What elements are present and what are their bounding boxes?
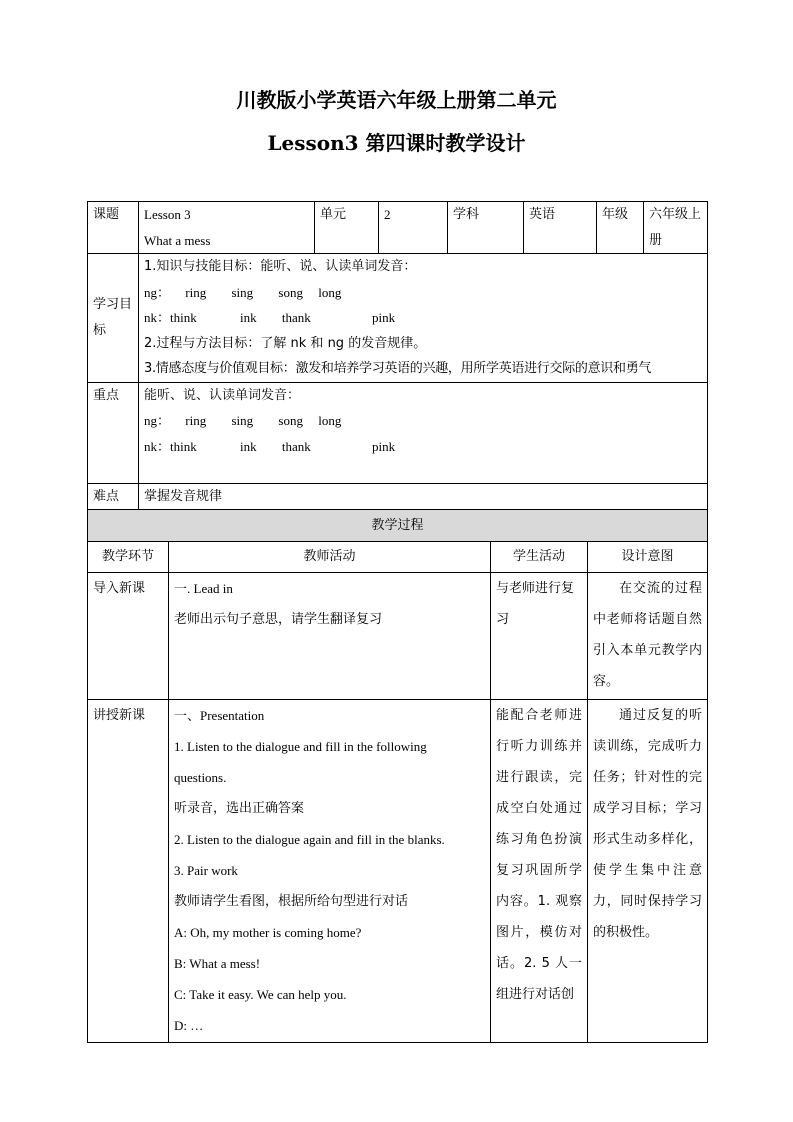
key-ng-word: song	[278, 413, 303, 428]
new-teacher-line: C: Take it easy. We can help you.	[174, 987, 347, 1002]
new-teacher	[169, 700, 491, 1043]
document-subtitle: Lesson3 第四课时教学设计	[267, 131, 526, 155]
goals-nk-word: thank	[281, 310, 311, 325]
unit-label: 单元	[315, 202, 379, 254]
goals-ng-word: sing	[231, 284, 254, 300]
goals-nk-word: think	[170, 310, 197, 325]
goals-line4: 2.过程与方法目标：了解 nk 和 ng 的发音规律。	[144, 335, 427, 351]
goals-ng-prefix: ng：	[144, 284, 171, 300]
new-teacher-line: A: Oh, my mother is coming home?	[174, 925, 362, 940]
goals-line1: 1.知识与技能目标：能听、说、认读单词发音：	[144, 259, 417, 274]
key-nk-word: pink	[372, 438, 396, 454]
goals-nk-line	[144, 305, 702, 331]
intro-teacher	[169, 573, 491, 700]
intro-student: 与老师进行复习	[491, 573, 588, 700]
key-line1: 能听、说、认读单词发音：	[144, 387, 301, 403]
new-teacher-line: 3. Pair work	[174, 863, 238, 878]
intro-intent: 在交流的过程中老师将话题自然引入本单元教学内容。	[588, 573, 708, 700]
new-student: 能配合老师进行听力训练并进行跟读，完成空白处通过练习角色扮演复习巩固所学内容。1. 观察图片，模仿对话。2. 5 人一组进行对话创	[491, 700, 588, 1043]
key-ng-prefix: ng：	[144, 413, 171, 428]
intro-stage: 导入新课	[88, 573, 169, 700]
col-intent-header: 设计意图	[588, 542, 708, 573]
goals-nk-word: pink	[372, 310, 396, 325]
document-title: 川教版小学英语六年级上册第二单元	[236, 88, 557, 112]
goals-ng-word: ring	[185, 284, 207, 300]
key-ng-word: ring	[185, 413, 207, 428]
key-ng-word: long	[318, 413, 342, 428]
process-table	[87, 509, 708, 1043]
goals-ng-word: long	[318, 284, 342, 300]
subject-value: 英语	[524, 202, 597, 254]
goals-line5: 3.情感态度与价值观目标：激发和培养学习英语的兴趣，用所学英语进行交际的意识和勇气	[144, 361, 652, 376]
goals-ng-word: song	[278, 284, 303, 300]
intro-teacher-line2: 老师出示句子意思，请学生翻译复习	[174, 612, 383, 627]
difficulty-value: 掌握发音规律	[139, 483, 708, 510]
new-stage: 讲授新课	[88, 700, 169, 1043]
new-teacher-line: questions.	[174, 770, 227, 785]
key-label: 重点	[88, 382, 139, 483]
key-nk-line	[144, 434, 702, 460]
key-nk-word: thank	[281, 438, 311, 454]
key-nk-word: ink	[240, 438, 257, 454]
topic-line2: What a mess	[144, 232, 211, 248]
process-heading: 教学过程	[88, 510, 708, 542]
new-teacher-line: B: What a mess!	[174, 956, 261, 971]
goals-ng-line	[144, 280, 702, 306]
intro-teacher-line1: 一. Lead in	[174, 581, 233, 596]
new-teacher-line: 1. Listen to the dialogue and fill in the following	[174, 739, 427, 754]
unit-value: 2	[379, 202, 448, 254]
info-table	[87, 201, 708, 511]
key-nk-prefix: nk：	[144, 438, 171, 454]
key-nk-word: think	[170, 438, 197, 454]
topic-value	[139, 202, 315, 254]
grade-label: 年级	[597, 202, 644, 254]
topic-label: 课题	[88, 202, 139, 254]
new-intent: 通过反复的听读训练，完成听力任务；针对性的完成学习目标；学习形式生动多样化，使学生集中注意力，同时保持学习的积极性。	[588, 700, 708, 1043]
new-teacher-line: 教师请学生看图，根据所给句型进行对话	[174, 894, 409, 909]
new-teacher-line: 2. Listen to the dialogue again and fill in the blanks.	[174, 832, 445, 847]
difficulty-label: 难点	[88, 483, 139, 510]
col-stage-header: 教学环节	[88, 542, 169, 573]
goals-nk-prefix: nk：	[144, 310, 171, 325]
goals-label: 学习目标	[88, 254, 139, 383]
col-teacher-header: 教师活动	[169, 542, 491, 573]
key-ng-word: sing	[231, 413, 254, 428]
new-teacher-line: 一、Presentation	[174, 708, 265, 723]
new-teacher-line: 听录音，选出正确答案	[174, 801, 305, 816]
new-teacher-line: D: …	[174, 1018, 204, 1033]
grade-value: 六年级上册	[644, 202, 708, 254]
col-student-header: 学生活动	[491, 542, 588, 573]
goals-nk-word: ink	[240, 310, 257, 325]
subject-label: 学科	[448, 202, 524, 254]
key-ng-line	[144, 408, 702, 434]
goals-content	[139, 254, 708, 383]
key-content	[139, 382, 708, 483]
topic-line1: Lesson 3	[144, 207, 191, 222]
